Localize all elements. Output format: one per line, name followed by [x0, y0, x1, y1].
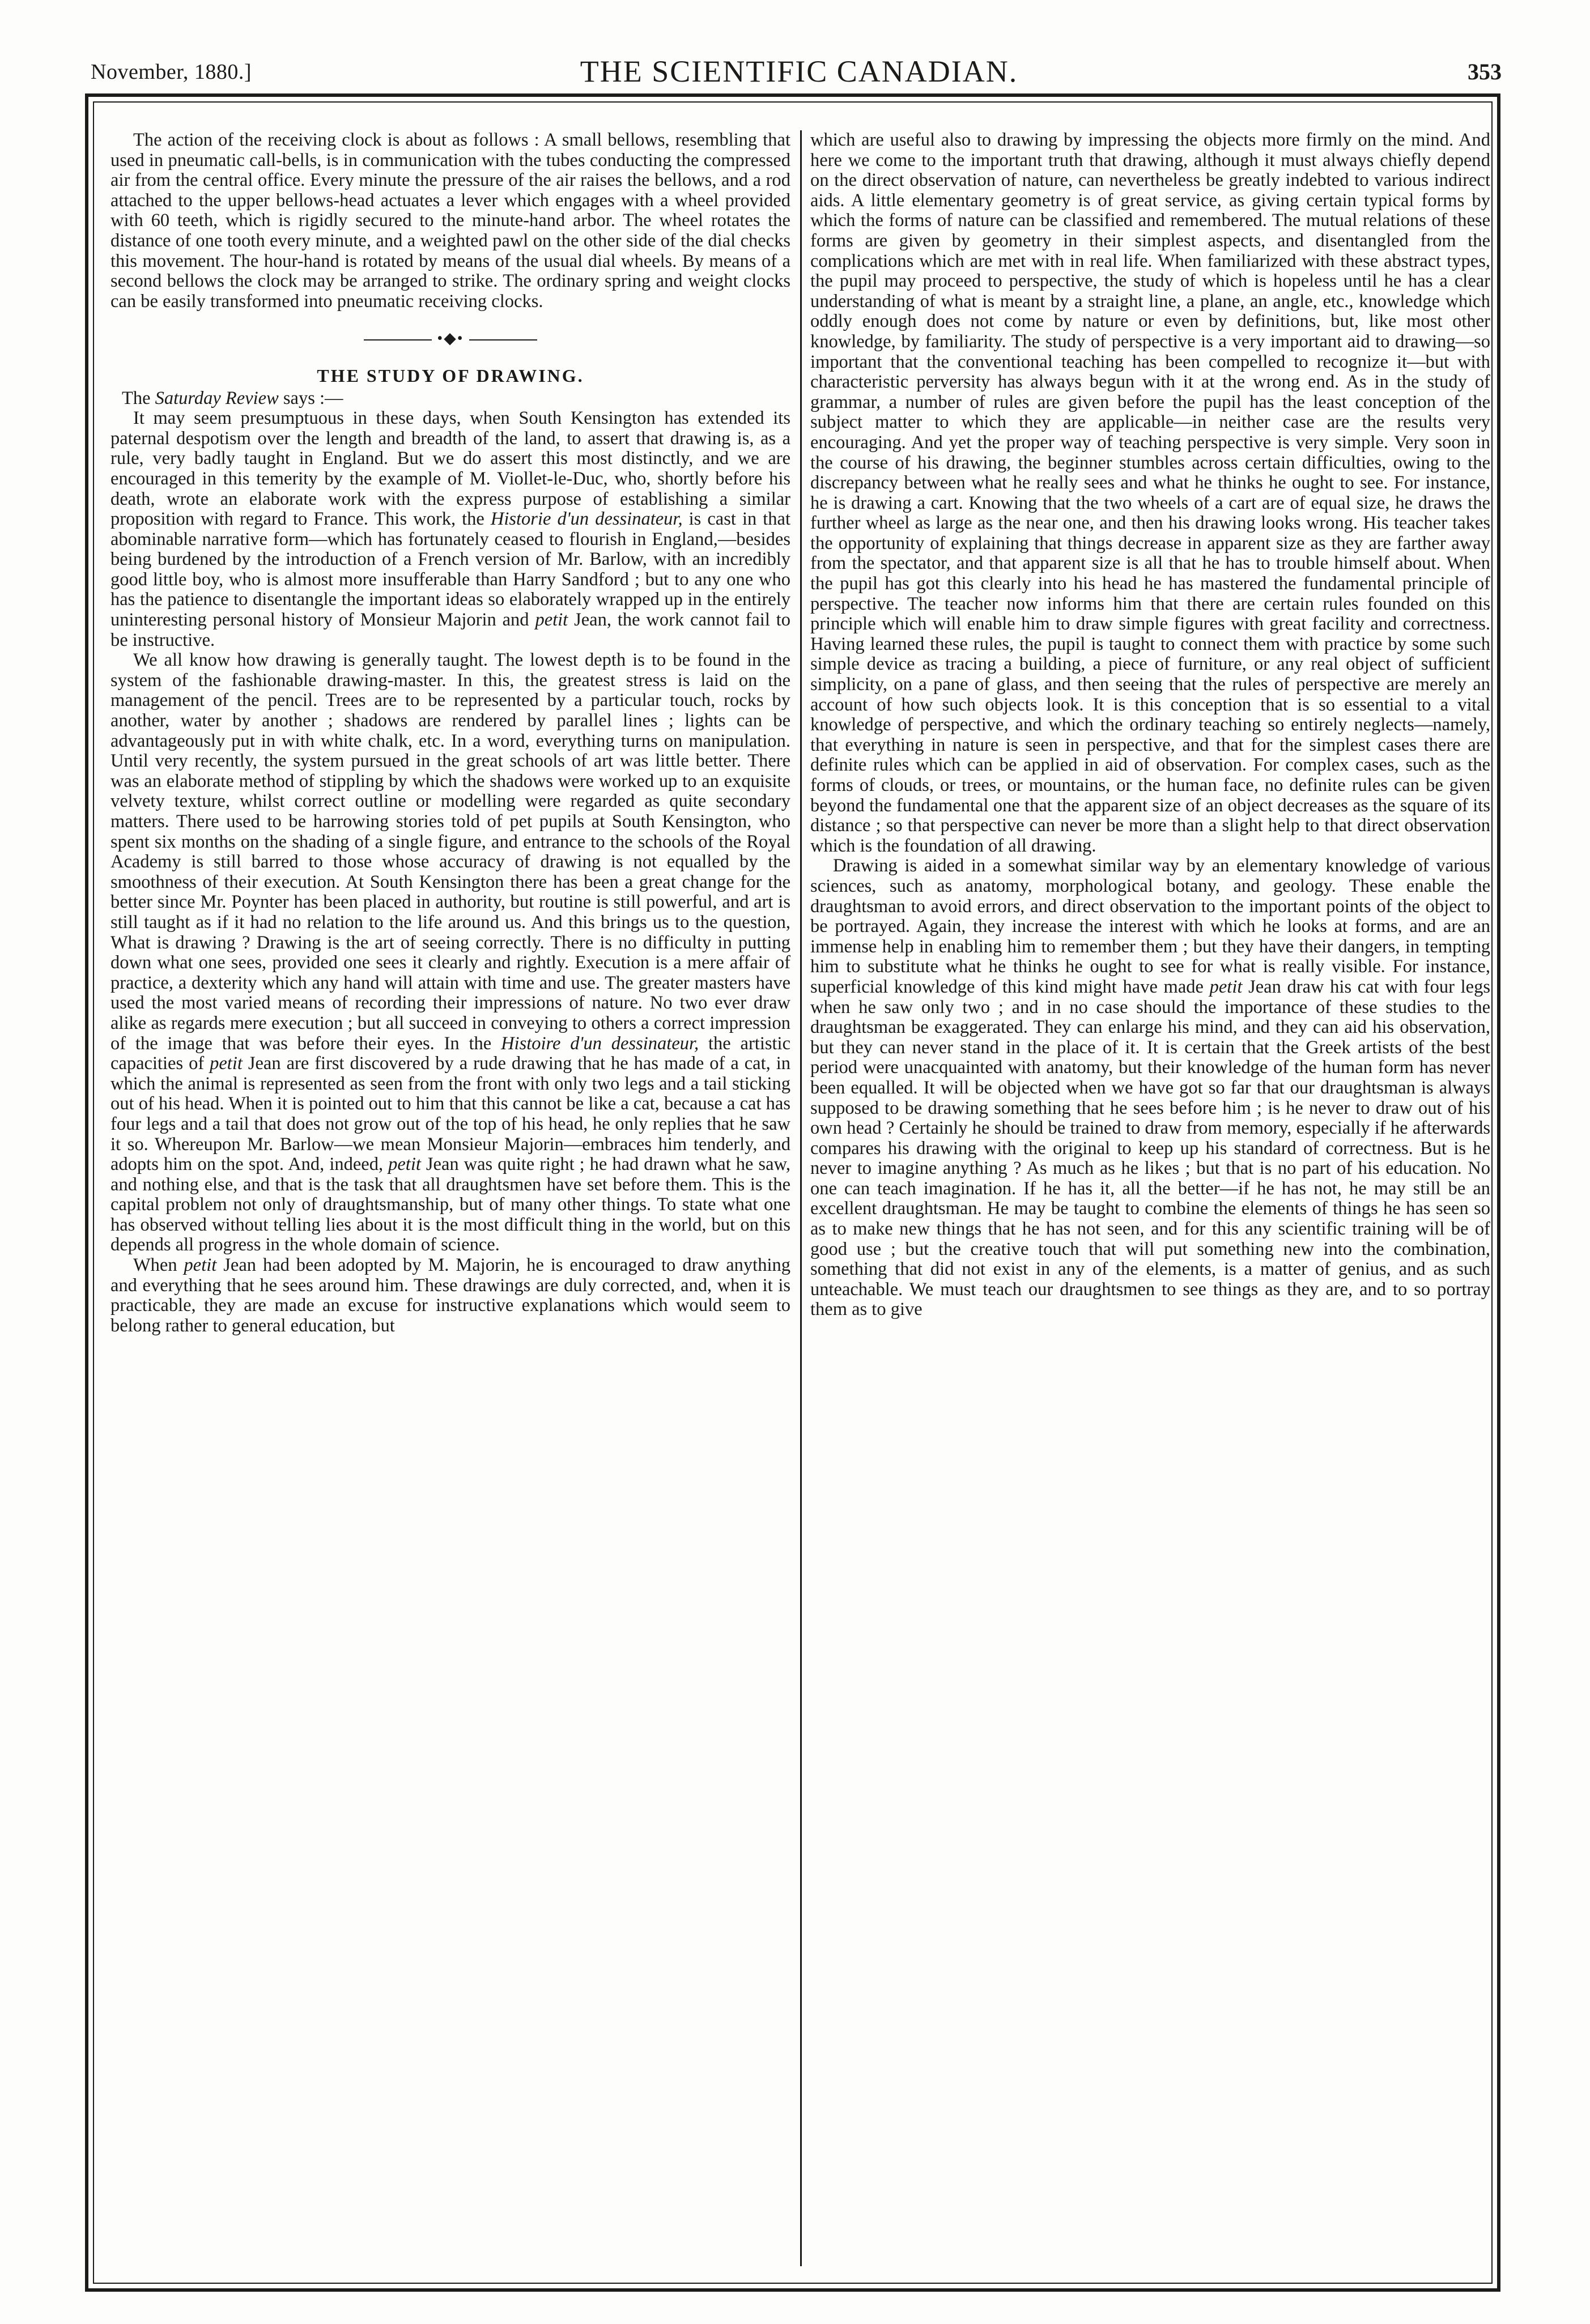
article-paragraph	[110, 1255, 790, 1336]
italic-word: petit	[1209, 976, 1243, 997]
article-intro	[122, 389, 790, 409]
paragraph-text: We all know how drawing is generally taught. The lowest depth is to be found in the system of the fashionable drawing-master. In this, the greatest stress is laid on the management of the pencil. Trees are to be represented by a particular touch, rocks by another, water by another ; shadows are rendered by parallel lines ; lights can be advantageously put in with white chalk, etc. In a word, everything turns on manipulation. Until very recently, the system pursued in the great schools of art was little better. There was an elaborate method of stippling by which the shadows were worked up to an exquisite velvety texture, whilst correct outline or modelling were regarded as quite secondary matters. There used to be harrowing stories told of pet pupils at South Kensington, who spent six months on the shading of a single figure, and entrance to the schools of the Royal Academy is still barred to those whose accuracy of drawing is not equalled by the smoothness of their execution. At South Kensington there has been a great change for the better since Mr. Poynter has been placed in authority, but routine is still powerful, and art is still taught as if it had no relation to the life around us. And this brings us to the question, What is drawing ? Drawing is the art of seeing correctly. There is no difficulty in putting down what one sees, provided one sees it clearly and rightly. Execution is a mere affair of practice, a dexterity which any hand will attain with time and use. The greater masters have used the most varied means of recording their impressions of nature. No two ever draw alike as regards mere execution ; but all succeed in conveying to others a correct impression of the image that was before their eyes. In the	[110, 650, 790, 1054]
italic-word: petit	[184, 1255, 217, 1276]
ornament-glyph: •◆•	[437, 330, 464, 348]
paragraph-text: It may seem presumptuous in these days, when South Kensington has extended its paternal despotism over the length and breadth of the land, to assert that drawing is, as a rule, very badly taught in England. But we do assert this most distinctly, and we are encouraged in this temerity by the example of M. Viollet-le-Duc, who, shortly before his death, wrote an elaborate work with the express purpose of establishing a similar proposition with regard to France. This work, the	[110, 408, 790, 530]
italic-word: petit	[388, 1154, 421, 1175]
source-title: Saturday Review	[155, 388, 279, 408]
paragraph-text: Jean, the work cannot fail to be instructive.	[110, 610, 791, 650]
article-paragraph	[110, 408, 790, 650]
page-number: 353	[1468, 59, 1502, 84]
paragraph-text: Jean had been adopted by M. Majorin, he is encouraged to draw anything and everything that he sees around him. These drawings are duly corrected, and, when it is practicable, they are made an excuse for instructive explanations which would seem to belong rather to general education, but	[110, 1255, 790, 1336]
page-header	[91, 54, 1507, 99]
article-paragraph: The action of the receiving clock is about as follows : A small bellows, resembling that used in pneumatic call-bells, is in communication with the tubes conducting the compressed air from the central office. Every minute the pressure of the air raises the bellows, and a rod attached to the upper bellows-head actuates a lever which engages with a wheel provided with 60 teeth, which is rigidly secured to the minute-hand arbor. The wheel rotates the distance of one tooth every minute, and a weighted pawl on the other side of the dial checks this movement. The hour-hand is rotated by means of the usual dial wheels. By means of a second bellows the clock may be arranged to strike. The ordinary spring and weight clocks can be easily transformed into pneumatic receiving clocks.	[110, 130, 790, 312]
right-column	[810, 130, 1490, 1320]
article-paragraph	[810, 856, 1490, 1320]
left-column	[110, 130, 790, 1336]
article-paragraph: which are useful also to drawing by impressing the objects more firmly on the mind. And here we come to the important truth that drawing, although it must always chiefly depend on the direct observation of nature, can nevertheless be greatly indebted to various indirect aids. A little elementary geometry is of great service, as giving certain typical forms by which the forms of nature can be classified and remembered. The mutual relations of these forms are given by geometry in their simplest aspects, and disentangled from the complications which are met with in real life. When familiarized with these abstract types, the pupil may proceed to perspective, the study of which is hopeless until he has a clear understanding of what is meant by a straight line, a plane, an angle, etc., knowledge which oddly enough does not come by nature or even by definitions, but, like most other knowledge, by familiarity. The study of perspective is a very important aid to drawing—so important that the conventional teaching has been compelled to recognize it—but with characteristic perversity has always begun with it at the wrong end. As in the study of grammar, a number of rules are given before the pupil has the least conception of the subject matter to which they are applicable—in neither case are the results very encouraging. And yet the proper way of teaching perspective is very simple. Very soon in the course of his drawing, the beginner stumbles across certain difficulties, owing to the discrepancy between what he really sees and what he thinks he ought to see. For instance, he is drawing a cart. Knowing that the two wheels of a cart are of equal size, he draws the further wheel as large as the near one, and then his drawing looks wrong. His teacher takes the opportunity of explaining that things decrease in apparent size as they are farther away from the spectator, and that apparent size is all that he has to trouble himself about. When the pupil has got this clearly into his head he has mastered the fundamental principle of perspective. The teacher now informs him that there are certain rules founded on this principle which will enable him to draw simple figures with great facility and correctness. Having learned these rules, the pupil is taught to connect them with practice by some such simple device as tracing a building, a piece of furniture, or any real object of sufficient simplicity, on a pane of glass, and then seeing that the rules of perspective are merely an account of how such objects look. It is this conception that is so essential to a vital knowledge of perspective, and which the ordinary teaching so entirely neglects—namely, that everything in nature is seen in perspective, and that for the simplest cases there are definite rules which can be applied in aid of observation. For complex cases, such as the forms of clouds, or trees, or mountains, or the human face, no definite rules can be given beyond the fundamental one that the apparent size of an object decreases as the square of its distance ; so that perspective can never be more than a slight help to that direct observation which is the foundation of all drawing.	[810, 130, 1490, 856]
section-ornament	[110, 329, 790, 349]
paragraph-text: the artistic capacities of	[110, 1033, 790, 1074]
paragraph-text: Drawing is aided in a somewhat similar way by an elementary knowledge of various sciences, such as anatomy, morphological botany, and geology. These enable the draughtsman to avoid errors, and direct observation to the important points of the object to be portrayed. Again, they increase the interest with which he looks at forms, and are an immense help in enabling him to remember them ; but they have their dangers, in tempting him to substitute what he thinks he ought to see for what is really visible. For instance, superficial knowledge of this kind might have made	[810, 855, 1490, 997]
column-divider	[800, 130, 802, 2266]
paragraph-text: Jean was quite right ; he had drawn what he saw, and nothing else, and that is the task that all draughtsmen have set before them. This is the capital problem not only of draughtsmanship, but of many other things. To state what one has observed without telling lies about it is the most difficult thing in the world, but on this depends all progress in the whole domain of science.	[110, 1154, 790, 1255]
book-title: Histoire d'un dessinateur,	[501, 1033, 699, 1054]
paragraph-text: When	[133, 1255, 184, 1276]
article-paragraph	[110, 650, 790, 1255]
section-title: THE STUDY OF DRAWING.	[317, 365, 584, 386]
italic-word: petit	[535, 610, 568, 631]
publication-title: THE SCIENTIFIC CANADIAN.	[580, 54, 1018, 88]
paragraph-text: is cast in that abominable narrative form—which has fortunately ceased to flourish in England,—besides being burdened by the introduction of a French version of Mr. Barlow, with an incredibly good little boy, who is almost more insufferable than Harry Sandford ; but to any one who has the patience to disentangle the important ideas so elaborately wrapped up in the entirely uninteresting personal history of Monsieur Majorin and	[110, 509, 791, 631]
paragraph-text: Jean are first discovered by a rude drawing that he has made of a cat, in which the animal is represented as seen from the front with only two legs and a tail sticking out of his head. When it is pointed out to him that this cannot be like a cat, because a cat has four legs and a tail that does not grow out of the top of his head, he only replies that he saw it so. Whereupon Mr. Barlow—we mean Monsieur Majorin—embraces him tenderly, and adopts him on the spot. And, indeed,	[110, 1053, 790, 1175]
issue-date: November, 1880.]	[91, 60, 252, 84]
book-title: Historie d'un dessinateur,	[490, 509, 683, 530]
intro-suffix: says :—	[278, 388, 343, 408]
intro-prefix: The	[122, 388, 155, 408]
paragraph-text: Jean draw his cat with four legs when he saw only two ; and in no case should the importance of these studies to the draughtsman be exaggerated. They can enlarge his mind, and they can aid his observation, but they can never stand in the place of it. It is certain that the Greek artists of the best period were unacquainted with anatomy, but their knowledge of the human form has never been equalled. It will be objected when we have got so far that our draughtsman is always supposed to be drawing something that he sees before him ; is he never to draw out of his own head ? Certainly he should be trained to draw from memory, especially if he afterwards compares his drawing with the original to keep up his standard of correctness. But is he never to imagine anything ? As much as he likes ; but that is no part of his education. No one can teach imagination. If he has it, all the better—if he has not, he may still be an excellent draughtsman. He may be taught to combine the elements of things he has seen so as to make new things that he has not seen, and for this any scientific training will be of good use ; but the creative touch that will put something new into the combination, something that did not exist in any of the elements, is a matter of genius, and as such unteachable. We must teach our draughtsmen to see things as they are, and to so portray them as to give	[810, 976, 1490, 1320]
ornament-rule	[469, 339, 537, 340]
italic-word: petit	[210, 1053, 243, 1074]
ornament-rule	[364, 339, 432, 340]
